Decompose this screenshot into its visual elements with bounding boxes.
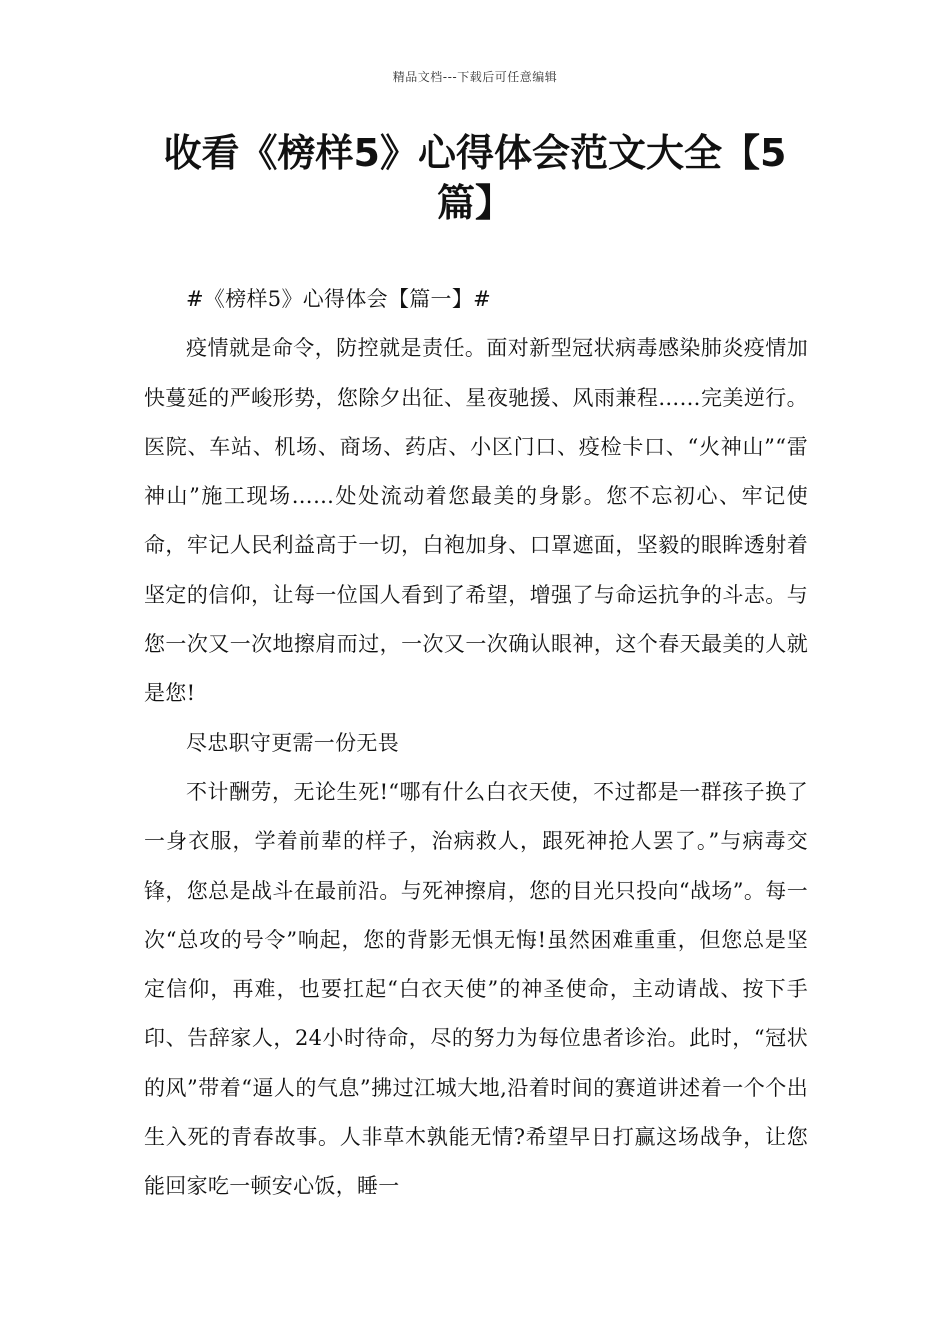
body-paragraph: 不计酬劳，无论生死!“哪有什么白衣天使，不过都是一群孩子换了一身衣服，学着前辈的样子，治病救人，跟死神抢人罢了。”与病毒交锋，您总是战斗在最前沿。与死神擦肩，您的目光只投向“战场”。每一次“总攻的号令”响起，您的背影无惧无悔!虽然困难重重，但您总是坚定信仰，再难，也要扛起“白衣天使”的神圣使命，主动请战、按下手印、告辞家人，24小时待命，尽的努力为每位患者诊治。此时，“冠状的风”带着“逼人的气息”拂过江城大地,沿着时间的赛道讲述着一个个出生入死的青春故事。人非草木孰能无情?希望早日打赢这场战争，让您能回家吃一顿安心饭，睡一	[144, 779, 808, 1199]
document-title: 收看《榜样5》心得体会范文大全【5篇】	[163, 131, 787, 225]
section-heading: #《榜样5》心得体会【篇一】#	[186, 287, 492, 311]
document-body	[144, 275, 808, 1212]
body-paragraph: 疫情就是命令，防控就是责任。面对新型冠状病毒感染肺炎疫情加快蔓延的严峻形势，您除夕出征、星夜驰援、风雨兼程……完美逆行。医院、车站、机场、商场、药店、小区门口、疫检卡口、“火神山”“雷神山”施工现场……处处流动着您最美的身影。您不忘初心、牢记使命，牢记人民利益高于一切，白袍加身、口罩遮面，坚毅的眼眸透射着坚定的信仰，让每一位国人看到了希望，增强了与命运抗争的斗志。与您一次又一次地擦肩而过，一次又一次确认眼神，这个春天最美的人就是您!	[144, 336, 808, 706]
subheading-paragraph: 尽忠职守更需一份无畏	[186, 730, 399, 755]
header-note: 精品文档---下载后可任意编辑	[392, 70, 558, 84]
